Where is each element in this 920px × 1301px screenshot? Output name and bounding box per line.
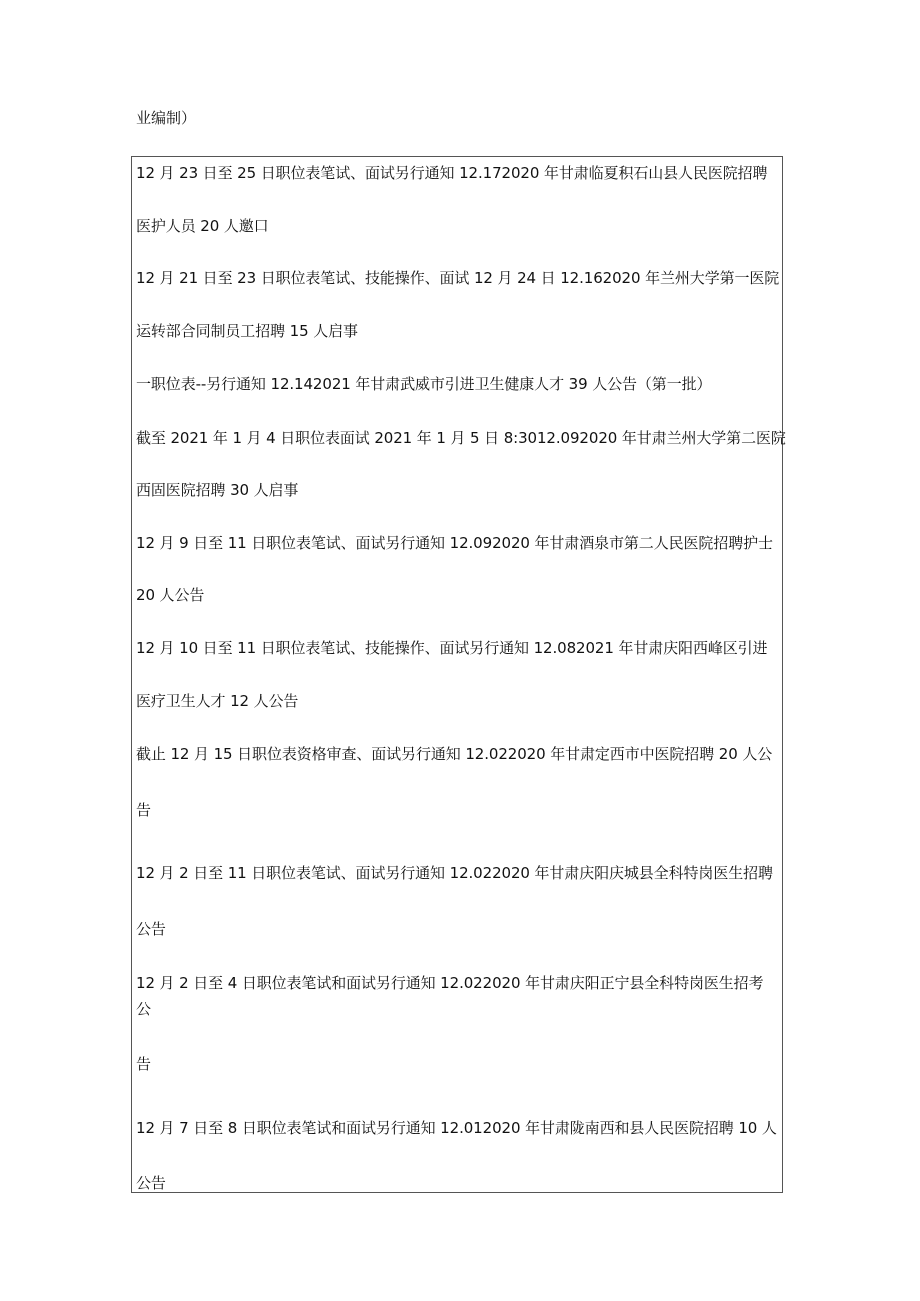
announcement-line: 西固医院招聘 30 人启事 bbox=[136, 481, 299, 499]
announcement-line: 一职位表--另行通知 12.142021 年甘肃武威市引进卫生健康人才 39 人公告（第一批） bbox=[136, 375, 712, 393]
announcement-line: 12 月 2 日至 4 日职位表笔试和面试另行通知 12.022020 年甘肃庆阳正宁县全科特岗医生招考 bbox=[136, 974, 764, 992]
announcement-line: 12 月 7 日至 8 日职位表笔试和面试另行通知 12.012020 年甘肃陇南西和县人民医院招聘 10 人 bbox=[136, 1119, 777, 1137]
announcement-line: 告 bbox=[136, 1055, 151, 1073]
continued-text-line: 业编制） bbox=[136, 109, 197, 127]
announcement-line: 12 月 23 日至 25 日职位表笔试、面试另行通知 12.172020 年甘肃临夏积石山县人民医院招聘 bbox=[136, 164, 768, 182]
announcement-table-frame bbox=[131, 156, 783, 1193]
announcement-line: 12 月 10 日至 11 日职位表笔试、技能操作、面试另行通知 12.082021 年甘肃庆阳西峰区引进 bbox=[136, 639, 768, 657]
announcement-line: 运转部合同制员工招聘 15 人启事 bbox=[136, 322, 358, 340]
announcement-line: 告 bbox=[136, 801, 151, 819]
announcement-line: 公告 bbox=[136, 1174, 166, 1192]
announcement-line: 12 月 9 日至 11 日职位表笔试、面试另行通知 12.092020 年甘肃酒泉市第二人民医院招聘护士 bbox=[136, 534, 773, 552]
announcement-line: 12 月 2 日至 11 日职位表笔试、面试另行通知 12.022020 年甘肃庆阳庆城县全科特岗医生招聘 bbox=[136, 864, 773, 882]
announcement-line: 公 bbox=[136, 1000, 151, 1018]
announcement-line: 公告 bbox=[136, 920, 166, 938]
announcement-line: 医护人员 20 人邀口 bbox=[136, 217, 269, 235]
announcement-line: 12 月 21 日至 23 日职位表笔试、技能操作、面试 12 月 24 日 12.162020 年兰州大学第一医院 bbox=[136, 269, 780, 287]
announcement-line: 医疗卫生人才 12 人公告 bbox=[136, 692, 299, 710]
announcement-line: 20 人公告 bbox=[136, 586, 205, 604]
announcement-line: 截至 2021 年 1 月 4 日职位表面试 2021 年 1 月 5 日 8:3012.092020 年甘肃兰州大学第二医院 bbox=[136, 429, 786, 447]
announcement-line: 截止 12 月 15 日职位表资格审查、面试另行通知 12.022020 年甘肃定西市中医院招聘 20 人公 bbox=[136, 745, 773, 763]
